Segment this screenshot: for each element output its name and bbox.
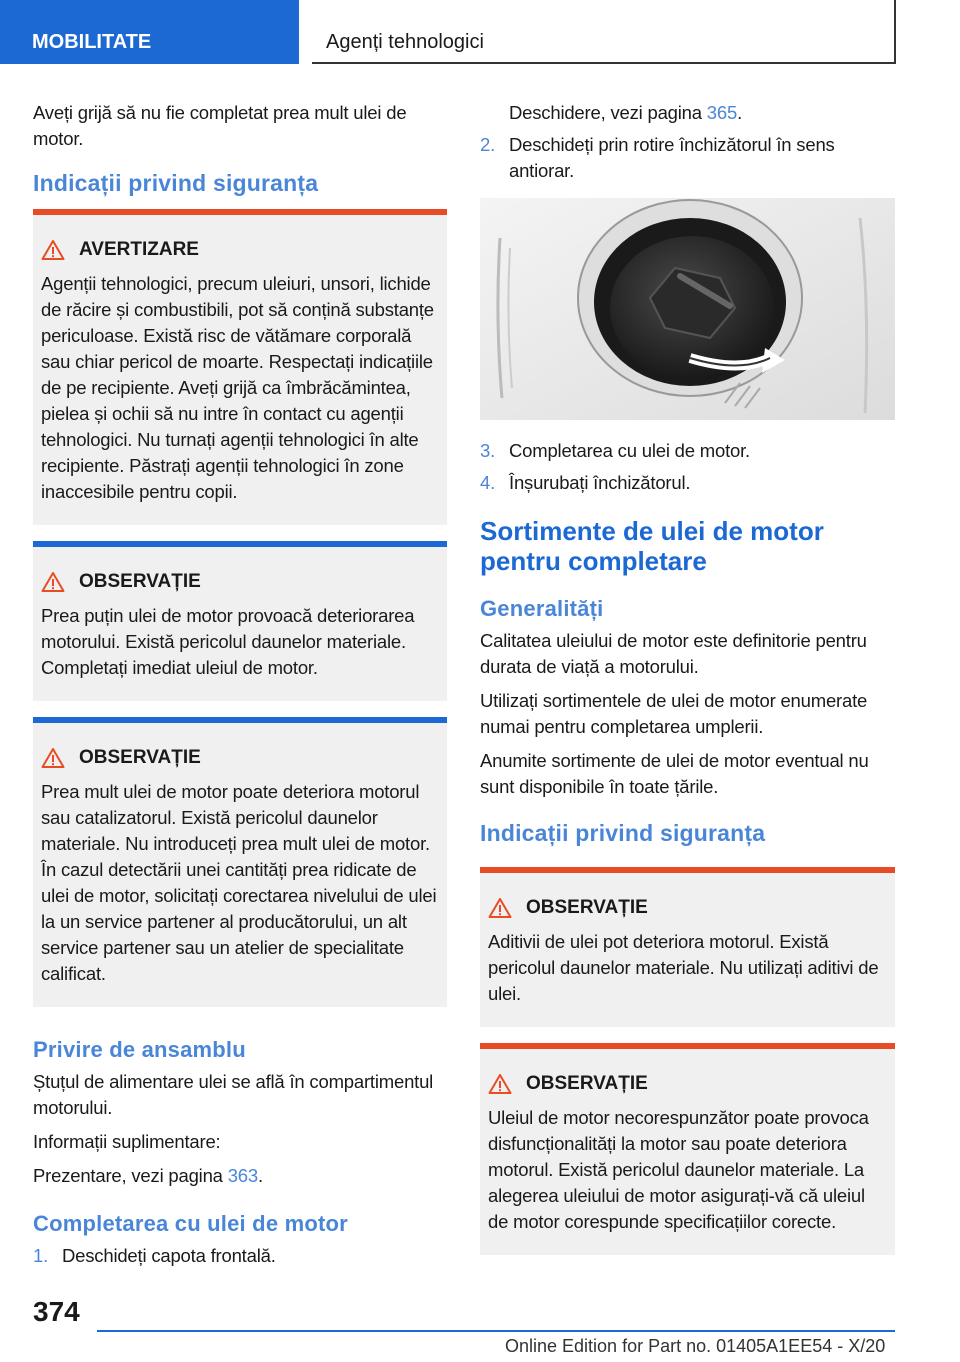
warning-title xyxy=(41,239,439,261)
step-2-text: Deschideți prin rotire închizătorul în sens antiorar. xyxy=(509,134,835,181)
step-4 xyxy=(480,470,895,496)
step-1-continued xyxy=(480,100,895,126)
warning-box xyxy=(33,209,447,525)
footer-divider xyxy=(97,1330,895,1332)
header-chapter-title: Agenți tehnologici xyxy=(312,0,896,64)
warning-title-text: AVERTIZARE xyxy=(79,239,199,260)
presentation-ref-prefix: Prezentare, vezi pagina xyxy=(33,1165,228,1186)
page-link-365[interactable]: 365 xyxy=(706,102,738,123)
notice-2-text: Prea mult ulei de motor poate deteriora motorul sau catalizatorul. Există pericolul daunelor materiale. Nu introduceți prea mult ulei de motor. În cazul detectării unei cantități prea ridicate de ulei de motor, solicitați corectarea nivelului de ulei la un service partener al producătorului, un alt service partener sau un atelier de specialitate calificat. xyxy=(41,781,437,984)
page-number: 374 xyxy=(33,1296,80,1327)
step-4-number: 4. xyxy=(480,472,496,493)
step-3 xyxy=(480,438,895,464)
notice-4-title xyxy=(488,1073,887,1095)
notice-1-title xyxy=(41,571,439,593)
step-1-number: 1. xyxy=(33,1245,49,1266)
topup-heading: Completarea cu ulei de motor xyxy=(33,1211,348,1236)
right-column xyxy=(480,100,895,1271)
step-3-number: 3. xyxy=(480,440,496,461)
notice-2-title-text: OBSERVAȚIE xyxy=(79,747,201,768)
extra-info-label: Informații suplimentare: xyxy=(33,1131,221,1152)
notice-1-title-text: OBSERVAȚIE xyxy=(79,571,201,592)
oil-filler-cap-photo xyxy=(480,198,895,420)
notice-box-1 xyxy=(33,541,447,701)
grades-heading: Sortimente de ulei de motor pentru completare xyxy=(480,516,824,576)
notice-box-4 xyxy=(480,1043,895,1255)
warning-triangle-icon xyxy=(488,897,512,919)
intro-text: Aveți grijă să nu fie completat prea mult ulei de motor. xyxy=(33,102,407,149)
opening-ref-prefix: Deschidere, vezi pagina xyxy=(509,102,707,123)
safety-heading: Indicații privind siguranța xyxy=(33,170,319,196)
general-paragraph-1: Calitatea uleiului de motor este definitorie pentru durata de viață a motorului. xyxy=(480,630,867,677)
notice-1-text: Prea puțin ulei de motor provoacă deteriorarea motorului. Există pericolul daunelor materiale. Completați imediat uleiul de motor. xyxy=(41,605,415,678)
notice-4-title-text: OBSERVAȚIE xyxy=(526,1073,648,1094)
warning-triangle-icon xyxy=(41,239,65,261)
overview-text: Ștuțul de alimentare ulei se află în compartimentul motorului. xyxy=(33,1071,434,1118)
left-column xyxy=(33,100,447,1275)
notice-3-title-text: OBSERVAȚIE xyxy=(526,897,648,918)
warning-triangle-icon xyxy=(488,1073,512,1095)
warning-text: Agenții tehnologici, precum uleiuri, unsori, lichide de răcire și combustibili, pot să conțină substanțe periculoase. Există risc de vătămare corporală sau chiar pericol de moarte. Respectați indicațiile de pe recipiente. Aveți grijă ca îmbrăcămintea, pielea și ochii să nu intre în contact cu agenții tehnologici. Nu turnați agenții tehnologici în alte recipiente. Păstrați agenții tehnologici în zone inaccesibile pentru copii. xyxy=(41,273,434,502)
step-3-text: Completarea cu ulei de motor. xyxy=(509,440,750,461)
presentation-ref xyxy=(33,1163,447,1189)
page-link-363[interactable]: 363 xyxy=(227,1165,258,1186)
safety-heading-right: Indicații privind siguranța xyxy=(480,820,766,846)
step-4-text: Înșurubați închizătorul. xyxy=(509,472,691,493)
footer-edition: Online Edition for Part no. 01405A1EE54 - X/20 xyxy=(505,1336,886,1356)
notice-2-title xyxy=(41,747,439,769)
general-heading: Generalități xyxy=(480,596,604,621)
notice-box-2 xyxy=(33,717,447,1007)
presentation-ref-suffix: . xyxy=(258,1165,263,1186)
step-1 xyxy=(33,1243,447,1269)
notice-3-text: Aditivii de ulei pot deteriora motorul. Există pericolul daunelor materiale. Nu utilizați aditivi de ulei. xyxy=(488,931,879,1004)
warning-triangle-icon xyxy=(41,747,65,769)
general-paragraph-2: Utilizați sortimentele de ulei de motor enumerate numai pentru completarea umplerii. xyxy=(480,690,868,737)
header-section-tab: MOBILITATE xyxy=(0,0,299,64)
step-1-text: Deschideți capota frontală. xyxy=(62,1245,276,1266)
general-paragraph-3: Anumite sortimente de ulei de motor eventual nu sunt disponibile în toate țările. xyxy=(480,750,869,797)
opening-ref xyxy=(509,100,742,126)
notice-box-3 xyxy=(480,867,895,1027)
opening-ref-suffix: . xyxy=(737,102,743,123)
step-2 xyxy=(480,132,895,184)
warning-triangle-icon xyxy=(41,571,65,593)
overview-heading: Privire de ansamblu xyxy=(33,1037,246,1062)
notice-3-title xyxy=(488,897,887,919)
notice-4-text: Uleiul de motor necorespunzător poate provoca disfuncționalități la motor sau poate deteriora motorul. Există pericolul daunelor materiale. La alegerea uleiului de motor asigurați-vă că uleiul de motor corespunde specificațiilor corecte. xyxy=(488,1107,869,1232)
step-2-number: 2. xyxy=(480,134,496,155)
